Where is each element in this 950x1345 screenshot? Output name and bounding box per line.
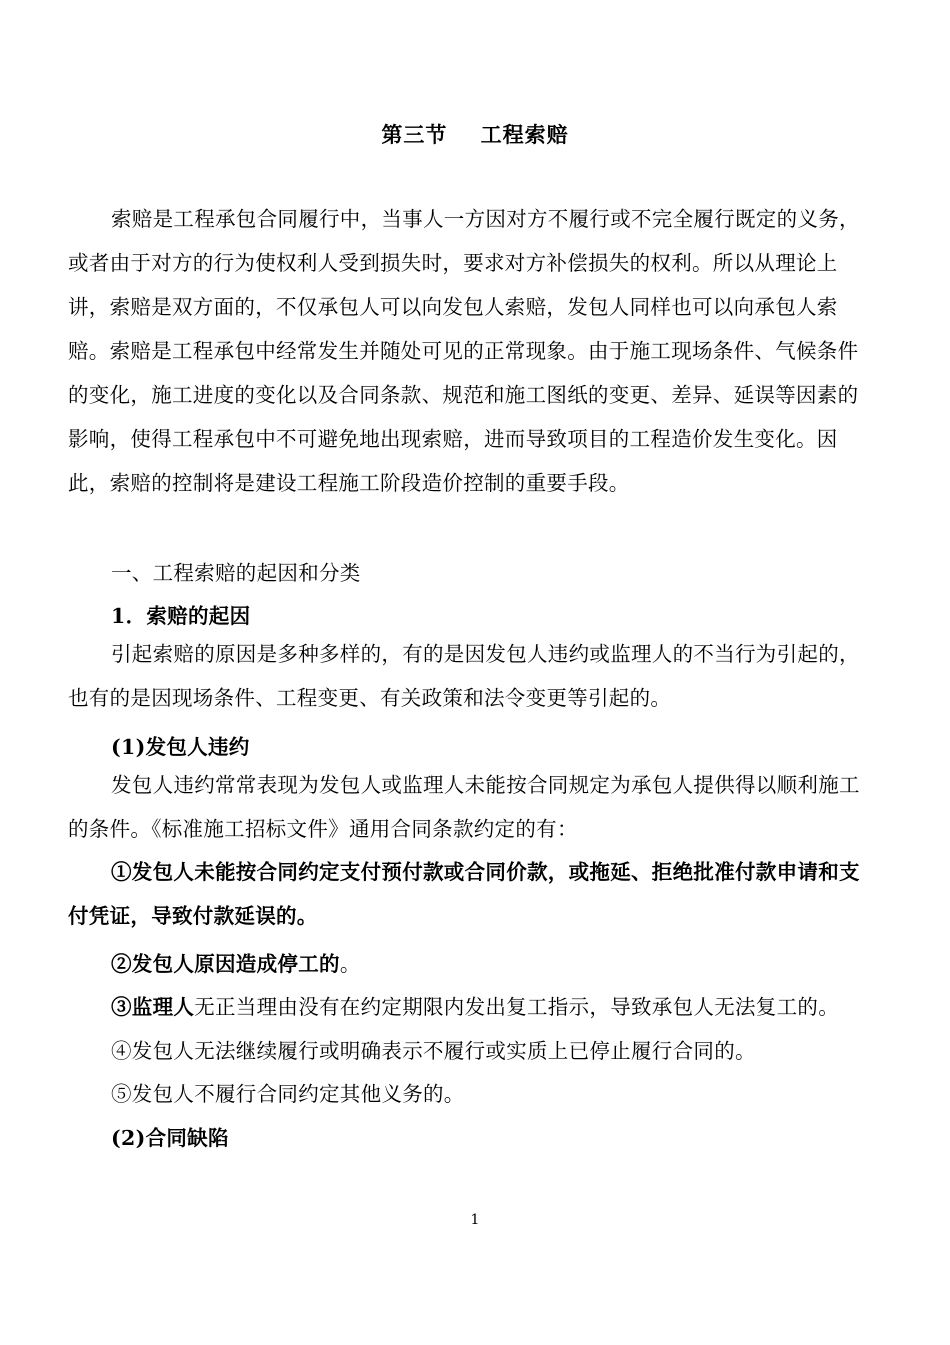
intro-paragraph: 索赔是工程承包合同履行中，当事人一方因对方不履行或不完全履行既定的义务，或者由于对方的行为使权利人受到损失时，要求对方补偿损失的权利。所以从理论上讲，索赔是双方面的，不仅承包人可以向发包人索赔，发包人同样也可以向承包人索赔。索赔是工程承包中经常发生并随处可见的正常现象。由于施工现场条件、气候条件的变化，施工进度的变化以及合同条款、规范和施工图纸的变更、差异、延误等因素的影响，使得工程承包中不可避免地出现索赔，进而导致项目的工程造价发生变化。因此，索赔的控制将是建设工程施工阶段造价控制的重要手段。 xyxy=(68,207,860,495)
list-item-4: ④发包人无法继续履行或明确表示不履行或实质上已停止履行合同的。 xyxy=(111,1039,756,1063)
page-number: 1 xyxy=(470,1212,480,1228)
cause-block xyxy=(68,632,878,720)
item-1-block xyxy=(68,850,878,938)
cause-paragraph: 引起索赔的原因是多种多样的，有的是因发包人违约或监理人的不当行为引起的，也有的是因现场条件、工程变更、有关政策和法令变更等引起的。 xyxy=(68,642,860,710)
list-item-1: ①发包人未能按合同约定支付预付款或合同价款，或拖延、拒绝批准付款申请和支付凭证，导致付款延误的。 xyxy=(68,860,860,928)
list-item-2 xyxy=(111,947,361,977)
list-item-3 xyxy=(111,990,839,1020)
section-heading: 一、工程索赔的起因和分类 xyxy=(111,561,361,585)
list-item-3-bold: ③监理人 xyxy=(111,995,195,1019)
section-title: 第三节 工程索赔 xyxy=(381,122,569,147)
breach-block xyxy=(68,763,878,851)
intro-block xyxy=(68,197,878,505)
heading-employer-breach: (1)发包人违约 xyxy=(111,735,250,759)
list-item-5: ⑤发包人不履行合同约定其他义务的。 xyxy=(111,1082,465,1106)
breach-paragraph: 发包人违约常常表现为发包人或监理人未能按合同规定为承包人提供得以顺利施工的条件。《标准施工招标文件》通用合同条款约定的有： xyxy=(68,773,860,841)
subsection-heading: 1．索赔的起因 xyxy=(111,604,251,628)
list-item-2-tail: 。 xyxy=(339,952,361,976)
list-item-2-bold: ②发包人原因造成停工的 xyxy=(111,952,340,976)
list-item-3-tail: 无正当理由没有在约定期限内发出复工指示，导致承包人无法复工的。 xyxy=(194,995,840,1019)
heading-contract-defect: (2)合同缺陷 xyxy=(111,1126,229,1150)
